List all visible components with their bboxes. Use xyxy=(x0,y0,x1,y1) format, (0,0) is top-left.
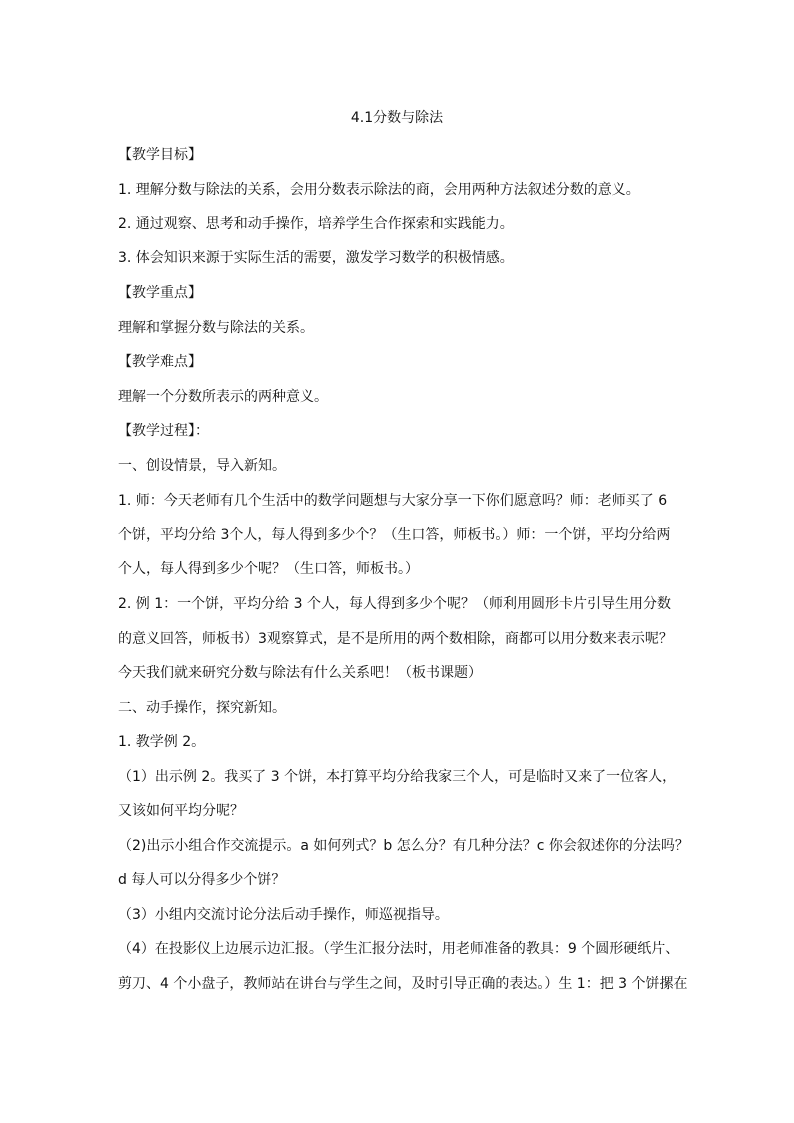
section-heading-difficulties: 【教学难点】 xyxy=(118,354,202,370)
paragraph-line: 的意义回答，师板书）3观察算式，是不是所用的两个数相除，商都可以用分数来表示呢？ xyxy=(118,631,673,647)
paragraph-line: 1. 教学例 2。 xyxy=(118,734,206,750)
paragraph-line: （4）在投影仪上边展示边汇报。（学生汇报分法时，用老师准备的教具：9 个圆形硬纸片、 xyxy=(118,941,680,957)
paragraph-line: 又该如何平均分呢？ xyxy=(118,803,244,819)
paragraph-line: （1）出示例 2。我买了 3 个饼，本打算平均分给我家三个人，可是临时又来了一位客人， xyxy=(118,769,677,785)
paragraph-line: 2. 例 1：一个饼，平均分给 3 个人，每人得到多少个呢？（师利用圆形卡片引导生用分数 xyxy=(118,596,671,612)
paragraph-line: 2. 通过观察、思考和动手操作，培养学生合作探索和实践能力。 xyxy=(118,216,514,232)
paragraph-line: 1. 理解分数与除法的关系，会用分数表示除法的商，会用两种方法叙述分数的意义。 xyxy=(118,182,640,198)
paragraph-line: 3. 体会知识来源于实际生活的需要，激发学习数学的积极情感。 xyxy=(118,250,514,266)
document-title: 4.1分数与除法 xyxy=(350,110,444,126)
paragraph-line: d 每人可以分得多少个饼？ xyxy=(118,872,286,888)
paragraph-line: 一、创设情景，导入新知。 xyxy=(118,458,286,474)
section-heading-objectives: 【教学目标】 xyxy=(118,147,202,163)
section-heading-process: 【教学过程】： xyxy=(118,423,209,439)
paragraph-line: 理解和掌握分数与除法的关系。 xyxy=(118,320,314,336)
section-heading-key-points: 【教学重点】 xyxy=(118,285,202,301)
paragraph-line: （2)出示小组合作交流提示。a 如何列式？b 怎么分？有几种分法？c 你会叙述你的分法吗？ xyxy=(118,838,689,854)
paragraph-line: 二、动手操作，探究新知。 xyxy=(118,700,286,716)
paragraph-line: （3）小组内交流讨论分法后动手操作，师巡视指导。 xyxy=(118,907,449,923)
paragraph-line: 1. 师：今天老师有几个生活中的数学问题想与大家分享一下你们愿意吗？师：老师买了 6 xyxy=(118,493,668,509)
paragraph-line: 个饼，平均分给 3个人，每人得到多少个？（生口答，师板书。）师：一个饼，平均分给两 xyxy=(118,527,671,543)
paragraph-line: 剪刀、4 个小盘子，教师站在讲台与学生之间，及时引导正确的表达。）生 1：把 3 个饼摞在 xyxy=(118,976,688,992)
paragraph-line: 理解一个分数所表示的两种意义。 xyxy=(118,389,328,405)
paragraph-line: 今天我们就来研究分数与除法有什么关系吧！（板书课题） xyxy=(118,665,482,681)
paragraph-line: 个人，每人得到多少个呢？（生口答，师板书。） xyxy=(118,561,419,577)
